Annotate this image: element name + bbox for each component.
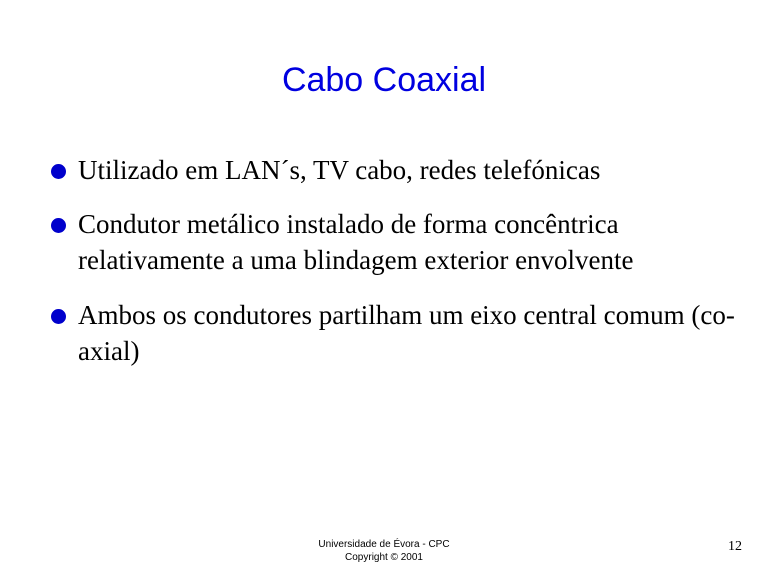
- bullet-dot-icon: [51, 309, 66, 324]
- footer-institution-block: [284, 538, 484, 564]
- bullet-text: Utilizado em LAN´s, TV cabo, redes telefónicas: [78, 155, 601, 185]
- slide-title: Cabo Coaxial: [281, 61, 487, 99]
- bullet-text: Condutor metálico instalado de forma concêntrica relativamente a uma blindagem exterior envolvente: [78, 209, 634, 275]
- footer-institution: Universidade de Évora - CPC: [318, 539, 450, 550]
- bullet-dot-icon: [51, 164, 66, 179]
- footer-copyright: Copyright © 2001: [345, 552, 423, 563]
- bullet-dot-icon: [51, 218, 66, 233]
- bullet-text: Ambos os condutores partilham um eixo central comum (co-axial): [78, 300, 735, 366]
- page-number: 12: [728, 539, 742, 554]
